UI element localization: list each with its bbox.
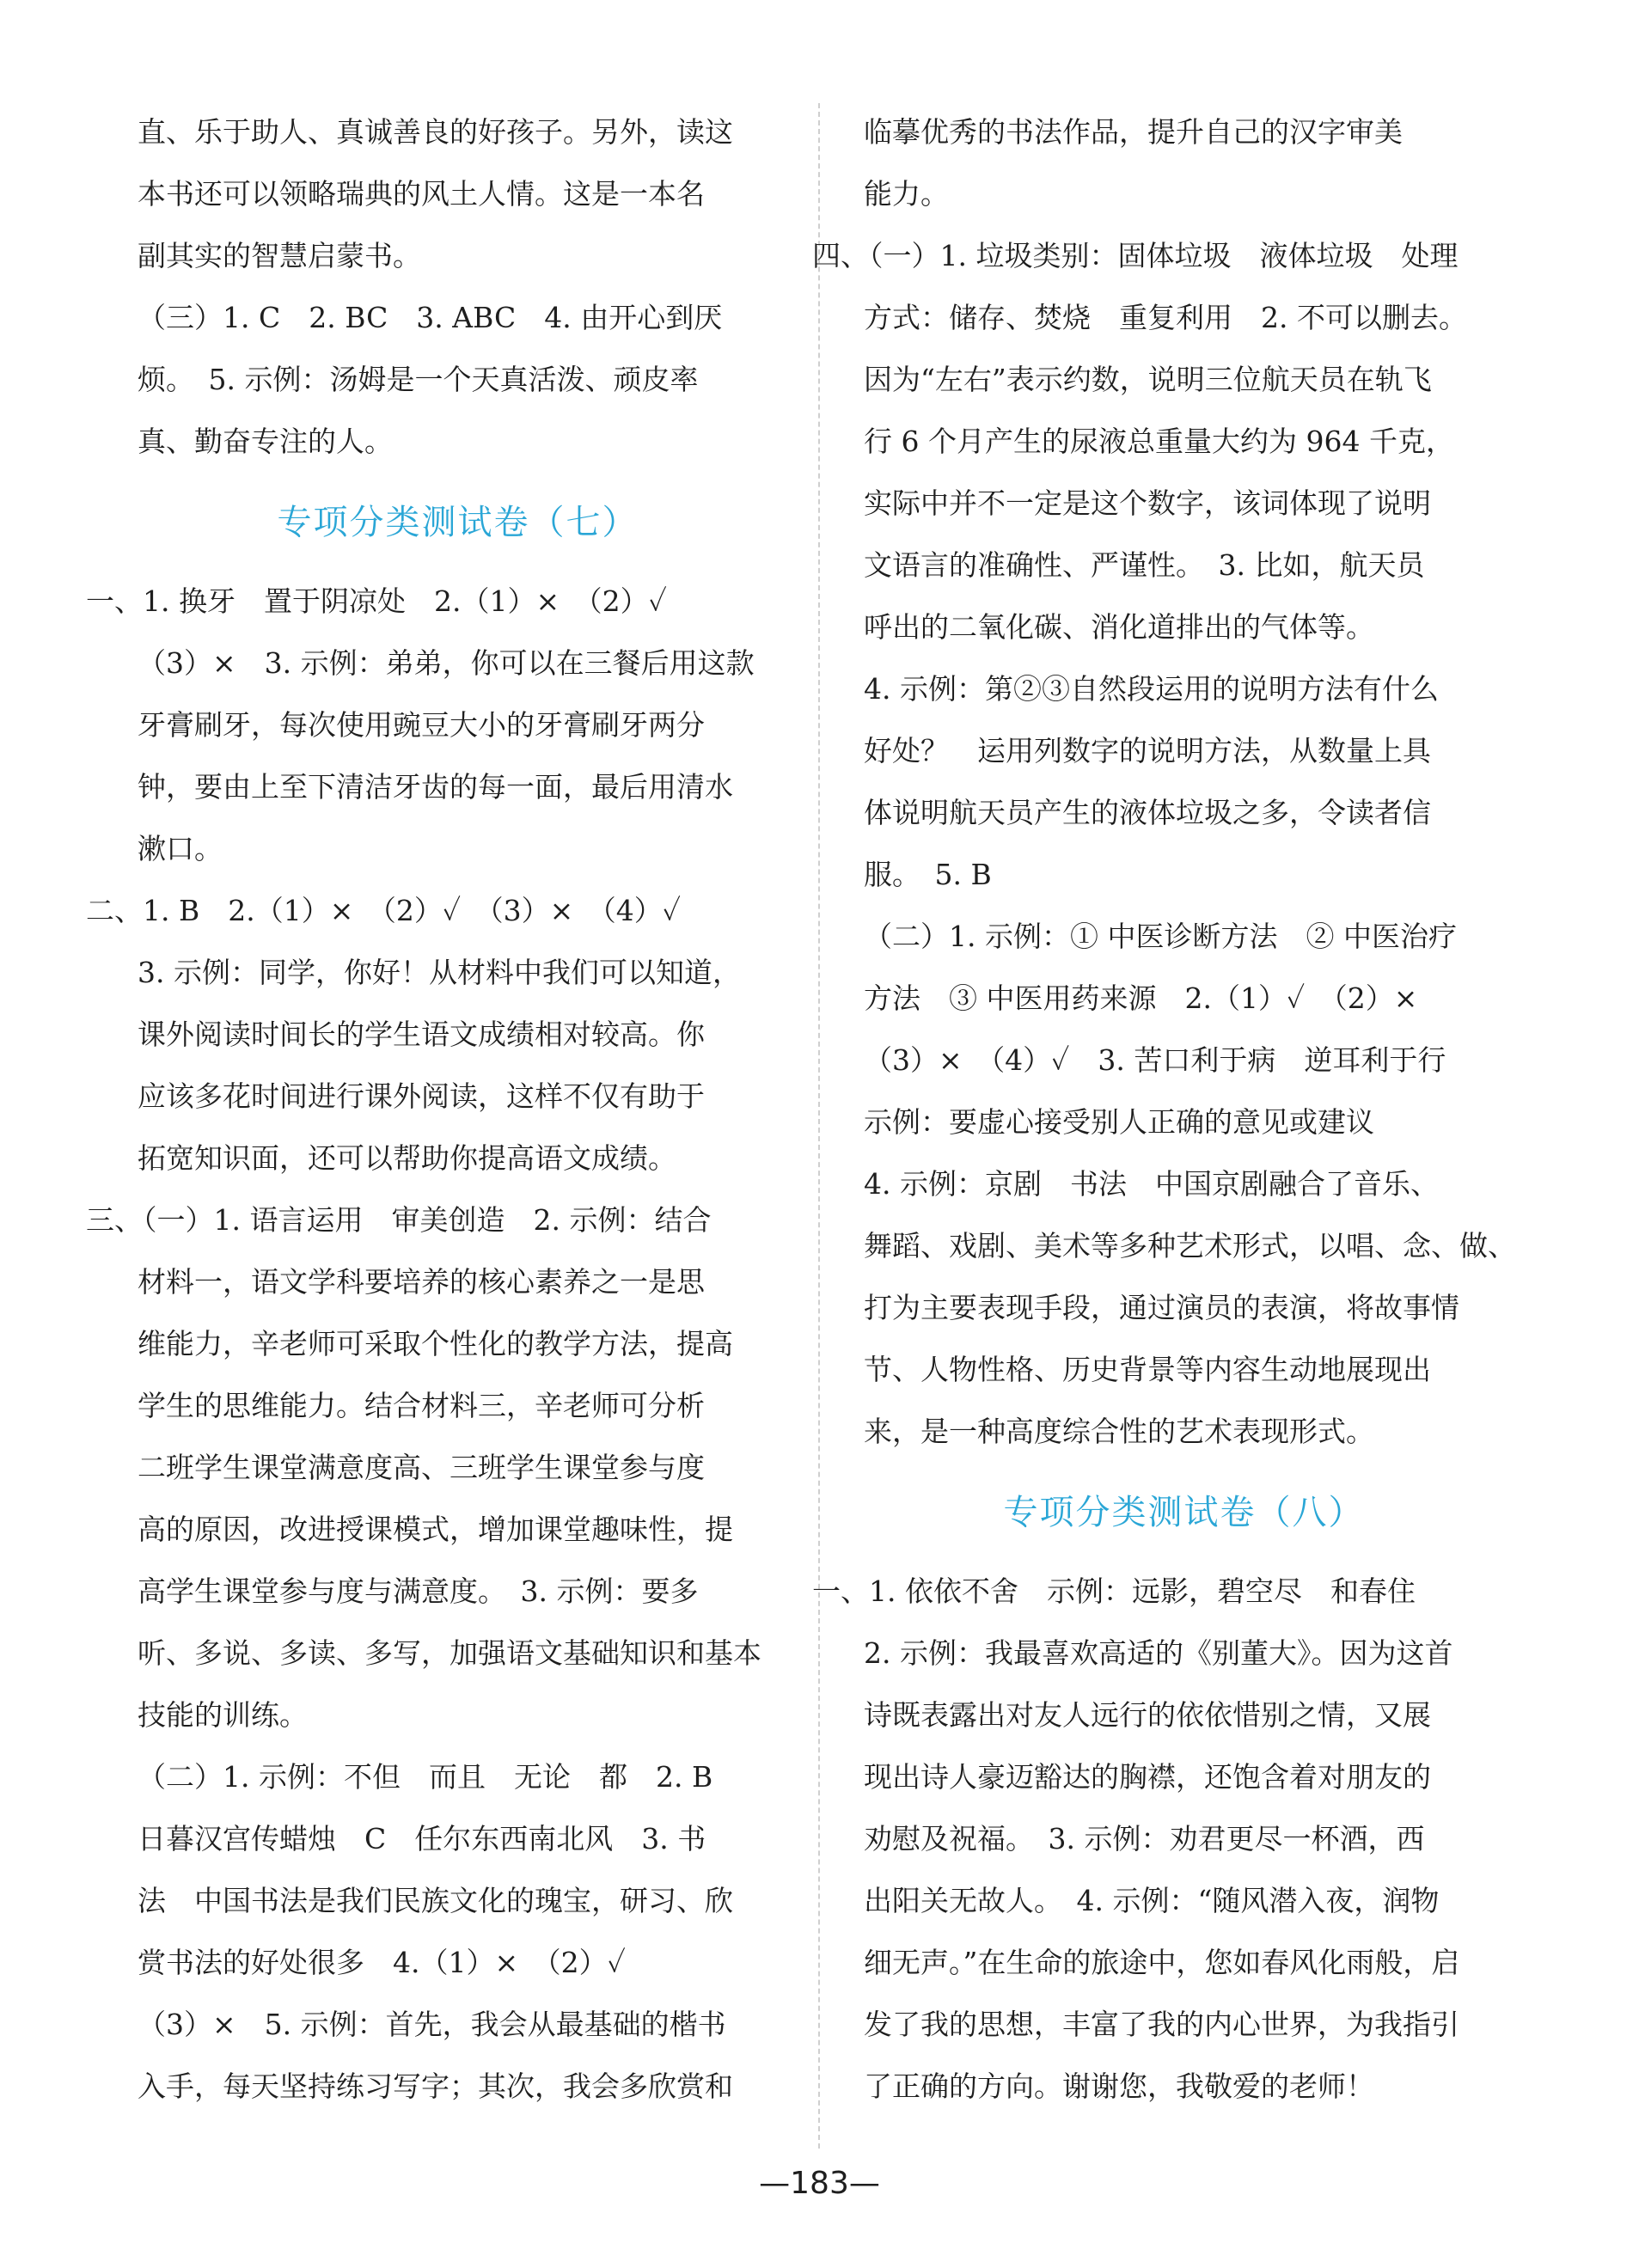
text-line: 方法 ③ 中医用药来源 2.（1）✓ （2）×	[864, 981, 1418, 1015]
right-section-block	[812, 1561, 1504, 2118]
text-line: 打为主要表现手段，通过演员的表演，将故事情	[864, 1291, 1459, 1324]
text-line: 技能的训练。	[138, 1698, 308, 1732]
left-column	[86, 101, 778, 2118]
text-line: 劝慰及祝福。 3. 示例：劝君更尽一杯酒，西	[864, 1822, 1425, 1855]
text-line: 日暮汉宫传蜡烛 C 任尔东西南北风 3. 书	[138, 1822, 706, 1855]
text-line: （3）× 3. 示例：弟弟，你可以在三餐后用这款	[138, 646, 755, 680]
text-line: 来，是一种高度综合性的艺术表现形式。	[864, 1415, 1374, 1448]
text-line: 应该多花时间进行课外阅读，这样不仅有助于	[138, 1079, 705, 1113]
text-line: 出阳关无故人。 4. 示例：“随风潜入夜，润物	[864, 1884, 1440, 1917]
text-line: 细无声。”在生命的旅途中，您如春风化雨般，启	[864, 1946, 1460, 1979]
text-line: 钟，要由上至下清洁牙齿的每一面，最后用清水	[138, 770, 733, 804]
text-line: 方式：储存、焚烧 重复利用 2. 不可以删去。	[864, 301, 1467, 334]
text-line: 了正确的方向。谢谢您，我敬爱的老师！	[864, 2069, 1374, 2103]
text-line: 临摹优秀的书法作品，提升自己的汉字审美	[864, 115, 1403, 149]
text-line: 二班学生课堂满意度高、三班学生课堂参与度	[138, 1451, 705, 1484]
text-line: 真、勤奋专注的人。	[138, 425, 393, 458]
left-top-block	[138, 101, 778, 473]
text-line: （三）1. C 2. BC 3. ABC 4. 由开心到厌	[138, 301, 723, 334]
text-line: 呼出的二氧化碳、消化道排出的气体等。	[864, 610, 1374, 644]
text-line: 3. 示例：同学，你好！从材料中我们可以知道，	[138, 956, 741, 989]
text-line: 体说明航天员产生的液体垃圾之多，令读者信	[864, 796, 1431, 829]
text-line: 赏书法的好处很多 4.（1）× （2）✓	[138, 1946, 626, 1979]
text-line: 拓宽知识面，还可以帮助你提高语文成绩。	[138, 1141, 676, 1175]
text-line: （3）× （4）✓ 3. 苦口利于病 逆耳利于行	[864, 1043, 1446, 1077]
text-line: 节、人物性格、历史背景等内容生动地展现出	[864, 1353, 1431, 1386]
text-line: 法 中国书法是我们民族文化的瑰宝，研习、欣	[138, 1884, 733, 1917]
text-line: 因为“左右”表示约数，说明三位航天员在轨飞	[864, 363, 1432, 396]
left-section-block	[86, 571, 778, 2118]
section-heading-8: 专项分类测试卷（八）	[1003, 1493, 1365, 1532]
text-line: 发了我的思想，丰富了我的内心世界，为我指引	[864, 2008, 1459, 2041]
text-line: 一、1. 换牙 置于阴凉处 2.（1）× （2）✓	[86, 584, 667, 618]
text-line: 舞蹈、戏剧、美术等多种艺术形式，以唱、念、做、	[864, 1229, 1516, 1262]
text-line: 好处？ 运用列数字的说明方法，从数量上具	[864, 734, 1431, 767]
text-line: 文语言的准确性、严谨性。 3. 比如，航天员	[864, 548, 1425, 582]
text-line: 行 6 个月产生的尿液总重量大约为 964 千克，	[864, 425, 1454, 458]
text-line: 三、（一）1. 语言运用 审美创造 2. 示例：结合	[86, 1203, 712, 1237]
column-divider	[818, 103, 820, 2149]
text-line: （二）1. 示例：不但 而且 无论 都 2. B	[138, 1760, 713, 1794]
text-line: （二）1. 示例：① 中医诊断方法 ② 中医治疗	[864, 920, 1457, 953]
text-line: 本书还可以领略瑞典的风土人情。这是一本名	[138, 177, 705, 211]
text-line: 直、乐于助人、真诚善良的好孩子。另外，读这	[138, 115, 733, 149]
text-line: （3）× 5. 示例：首先，我会从最基础的楷书	[138, 2008, 726, 2041]
text-line: 实际中并不一定是这个数字，该词体现了说明	[864, 486, 1431, 520]
right-column	[812, 101, 1516, 2118]
text-line: 4. 示例：第②③自然段运用的说明方法有什么	[864, 672, 1439, 706]
text-line: 高学生课堂参与度与满意度。 3. 示例：要多	[138, 1574, 699, 1608]
right-top-block	[812, 101, 1516, 1463]
text-line: 4. 示例：京剧 书法 中国京剧融合了音乐、	[864, 1167, 1439, 1201]
text-line: 诗既表露出对友人远行的依依惜别之情，又展	[864, 1698, 1431, 1732]
text-line: 服。 5. B	[864, 858, 992, 891]
text-line: 副其实的智慧启蒙书。	[138, 239, 421, 272]
text-line: 示例：要虚心接受别人正确的意见或建议	[864, 1105, 1374, 1139]
text-line: 漱口。	[138, 832, 223, 865]
text-line: 烦。 5. 示例：汤姆是一个天真活泼、顽皮率	[138, 363, 699, 396]
text-line: 二、1. B 2.（1）× （2）✓ （3）× （4）✓	[86, 894, 682, 927]
text-line: 现出诗人豪迈豁达的胸襟，还饱含着对朋友的	[864, 1760, 1431, 1794]
text-line: 一、1. 依依不舍 示例：远影，碧空尽 和春住	[812, 1574, 1416, 1608]
text-line: 四、（一）1. 垃圾类别：固体垃圾 液体垃圾 处理	[812, 239, 1459, 272]
text-line: 课外阅读时间长的学生语文成绩相对较高。你	[138, 1018, 705, 1051]
section-heading-7: 专项分类测试卷（七）	[277, 503, 639, 542]
text-line: 材料一，语文学科要培养的核心素养之一是思	[138, 1265, 705, 1299]
text-line: 2. 示例：我最喜欢高适的《别董大》。因为这首	[864, 1636, 1453, 1670]
text-line: 学生的思维能力。结合材料三，辛老师可分析	[138, 1389, 705, 1422]
text-line: 维能力，辛老师可采取个性化的教学方法，提高	[138, 1327, 733, 1360]
text-line: 牙膏刷牙，每次使用豌豆大小的牙膏刷牙两分	[138, 708, 705, 742]
text-line: 听、多说、多读、多写，加强语文基础知识和基本	[138, 1636, 761, 1670]
text-line: 高的原因，改进授课模式，增加课堂趣味性，提	[138, 1513, 733, 1546]
page-number: —183—	[759, 2166, 880, 2201]
text-line: 入手，每天坚持练习写字；其次，我会多欣赏和	[138, 2069, 733, 2103]
text-line: 能力。	[864, 177, 949, 211]
